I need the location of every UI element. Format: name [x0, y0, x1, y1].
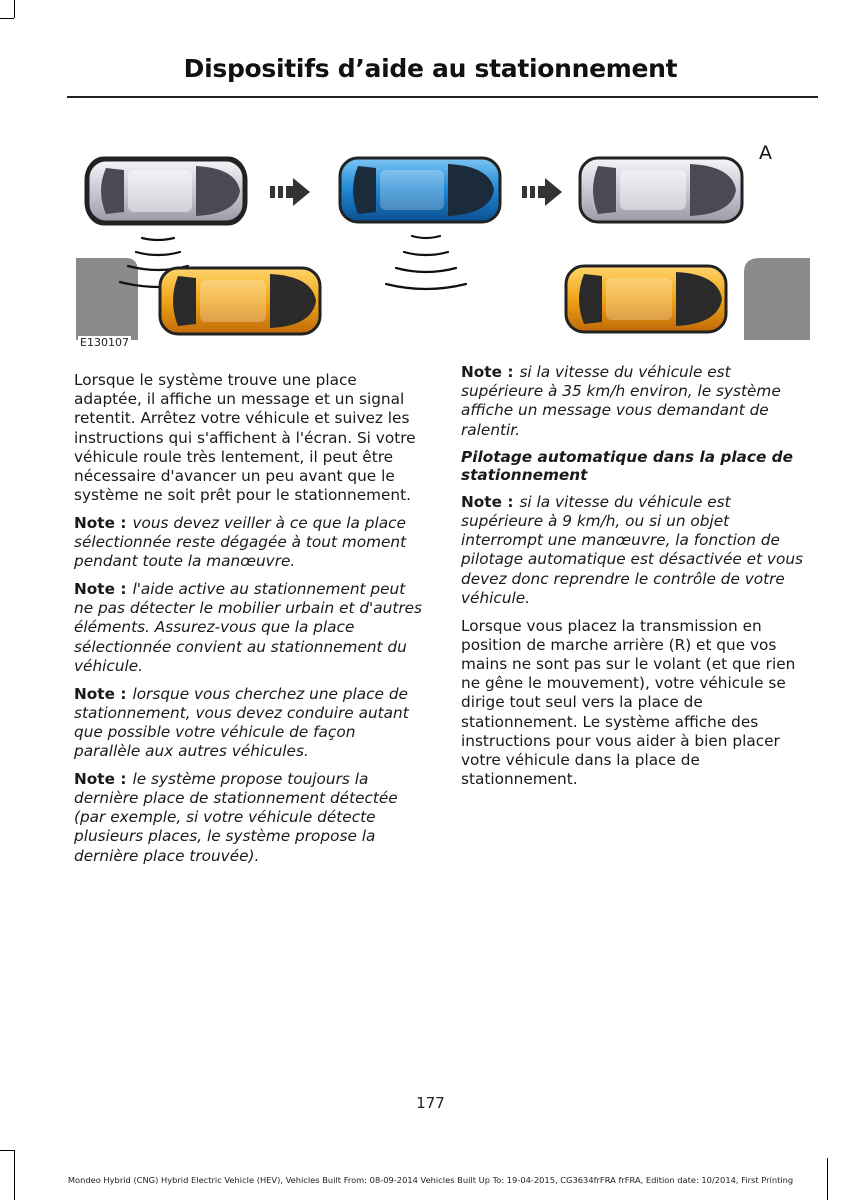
car-icon — [566, 266, 726, 332]
note-label: Note : — [74, 580, 127, 599]
note-paragraph — [461, 363, 814, 440]
parking-illustration — [76, 140, 810, 350]
title-rule — [67, 96, 818, 98]
note-label: Note : — [74, 769, 127, 788]
note-paragraph — [74, 685, 426, 762]
note-text: lorsque vous cherchez une place de stationnement, vous devez conduire autant que possible votre véhicule de façon parallèle aux autres véhicules. — [74, 684, 409, 761]
crop-mark-top-left-h — [0, 18, 14, 19]
sensor-wave-icon — [386, 236, 466, 289]
crop-mark-bottom-left-h — [0, 1150, 14, 1151]
section-subheading: Pilotage automatique dans la place de stationnement — [461, 448, 793, 485]
note-paragraph — [461, 493, 814, 608]
note-paragraph — [74, 580, 426, 676]
arrow-right-icon — [270, 178, 310, 206]
note-text: si la vitesse du véhicule est supérieure à 9 km/h, ou si un objet interrompt une manœuvre, la fonction de pilotage automatique est désactivée et vous devez donc reprendre le contrôle de votre véhicule. — [461, 492, 803, 607]
page-number: 177 — [416, 1094, 445, 1112]
car-icon — [580, 158, 742, 222]
left-column — [74, 371, 426, 874]
note-text: le système propose toujours la dernière place de stationnement détectée (par exemple, si votre véhicule détecte plusieurs places, le système propose la dernière place trouvée). — [74, 769, 398, 865]
note-label: Note : — [74, 684, 127, 703]
note-paragraph — [74, 514, 426, 572]
footer-text: Mondeo Hybrid (CNG) Hybrid Electric Vehicle (HEV), Vehicles Built From: 08-09-2014 Vehicles Built Up To: 19-04-2015, CG3634frFRA frFRA, Edition date: 10/2014, First Printing — [67, 1175, 794, 1185]
note-paragraph — [74, 770, 426, 866]
car-icon — [340, 158, 500, 222]
page-title: Dispositifs d’aide au stationnement — [183, 54, 678, 83]
note-text: si la vitesse du véhicule est supérieure à 35 km/h environ, le système affiche un message vous demandant de ralentir. — [461, 363, 781, 439]
intro-paragraph: Lorsque le système trouve une place adaptée, il affiche un message et un signal retentit. Arrêtez votre véhicule et suivez les instructions qui s'affichent à l'écran. Si votre véhicule roule très lentement, il peut être nécessaire d'avancer un peu avant que le système ne soit prêt pour le stationnement. — [74, 371, 416, 505]
body-paragraph: Lorsque vous placez la transmission en position de marche arrière (R) et que vos mains ne sont pas sur le volant (et que rien ne gêne le mouvement), votre véhicule se dirige tout seul vers la place de stationnement. Le système affiche des instructions pour vous aider à bien placer votre véhicule dans la place de stationnement. — [461, 616, 796, 789]
arrow-right-icon — [522, 178, 562, 206]
figure-code: E130107 — [80, 336, 129, 349]
car-icon — [160, 268, 320, 334]
crop-mark-top-left — [14, 0, 15, 18]
figure-label: A — [759, 142, 772, 164]
note-text: l'aide active au stationnement peut ne pas détecter le mobilier urbain et d'autres éléments. Assurez-vous que la place sélectionnée convient au stationnement du véhicule. — [74, 580, 422, 675]
car-icon — [86, 158, 246, 224]
note-text: vous devez veiller à ce que la place sélectionnée reste dégagée à tout moment pendant toute la manœuvre. — [74, 513, 407, 571]
note-label: Note : — [461, 492, 514, 511]
curb-right — [744, 258, 810, 340]
note-label: Note : — [74, 513, 127, 532]
right-column — [461, 363, 814, 798]
curb-left — [76, 258, 138, 340]
note-label: Note : — [461, 363, 514, 381]
